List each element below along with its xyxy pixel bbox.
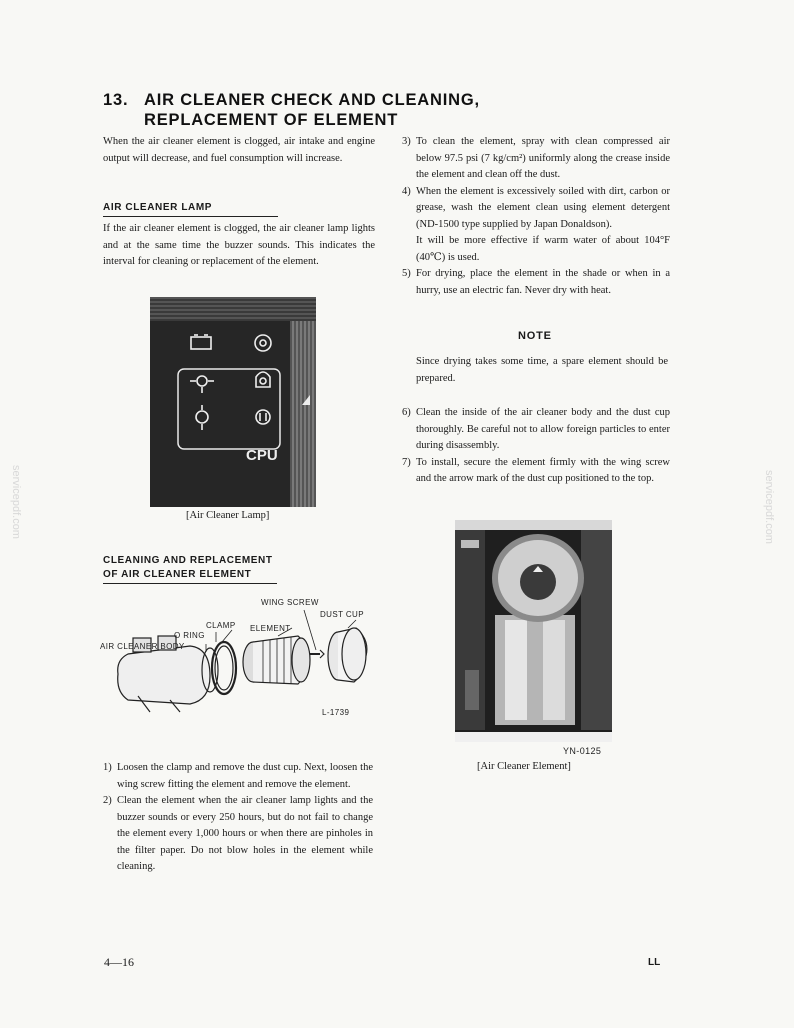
step-text: To install, secure the element firmly with the wing screw and the arrow mark of the dust cup positioned to the top. xyxy=(416,456,670,484)
coolant-icon xyxy=(190,376,214,393)
step-extra-text: It will be more effective if warm water of about 104°F (40℃) is used. xyxy=(416,235,670,263)
step-number: 1) xyxy=(103,762,112,773)
note-text: Since drying takes some time, a spare element should be prepared. xyxy=(416,356,668,384)
step-text: Clean the element when the air cleaner lamp lights and the buzzer sounds or every 250 hours, but do not fail to change the element every 1,000 hours or when there are pinholes in the filter paper. Do not blow holes in the element while cleaning. xyxy=(117,795,373,872)
label-figure-id: L-1739 xyxy=(322,708,350,717)
step-text: Loosen the clamp and remove the dust cup. Next, loosen the wing screw fitting the element and remove the element. xyxy=(117,762,373,790)
air-cleaner-element-photo xyxy=(455,520,612,742)
section-number: 13. xyxy=(103,91,129,109)
steps-list-right-a xyxy=(402,134,670,299)
step-item xyxy=(402,184,670,267)
lamp-panel-svg xyxy=(150,297,316,507)
lamp-caption: [Air Cleaner Lamp] xyxy=(186,510,270,521)
photo-figure-id: YN-0125 xyxy=(563,746,602,756)
step-item xyxy=(402,455,670,488)
panel-arrow-icon xyxy=(302,395,310,405)
label-dust-cup: DUST CUP xyxy=(320,610,364,619)
step-item xyxy=(402,266,670,299)
battery-icon xyxy=(191,335,211,349)
label-o-ring: O RING xyxy=(174,631,205,640)
watermark-left: servicepdf.com xyxy=(10,465,22,539)
step-item xyxy=(103,793,373,876)
intro-paragraph: When the air cleaner element is clogged, air intake and engine output will decrease, and fuel consumption will increase. xyxy=(103,136,375,164)
replacement-heading-line1: CLEANING AND REPLACEMENT xyxy=(103,555,273,566)
replacement-heading xyxy=(103,554,277,584)
label-air-cleaner-body: AIR CLEANER BODY xyxy=(100,642,185,651)
step-number: 2) xyxy=(103,795,112,806)
lamp-paragraph: If the air cleaner element is clogged, the air cleaner lamp lights and at the same time the buzzer sounds. This indicates the interval for cleaning or replacement of the element. xyxy=(103,223,375,267)
step-item xyxy=(402,405,670,455)
step-number: 7) xyxy=(402,456,411,468)
section-title-line1: AIR CLEANER CHECK AND CLEANING, xyxy=(144,91,480,109)
footer-code: LL xyxy=(648,957,661,968)
section-title-line2: REPLACEMENT OF ELEMENT xyxy=(144,111,399,129)
fuel-filter-icon xyxy=(196,405,208,430)
steps-list-left xyxy=(103,760,373,876)
step-text: When the element is excessively soiled with dirt, carbon or grease, wash the element clean using element detergent (ND-1500 type supplied by Japan Donaldson). xyxy=(416,185,670,230)
lamp-heading-text: AIR CLEANER LAMP xyxy=(103,201,278,217)
step-text: To clean the element, spray with clean compressed air below 97.5 psi (7 kg/cm²) uniformly along the crease inside the element and clean off the dust. xyxy=(416,136,670,180)
label-element: ELEMENT xyxy=(250,624,291,633)
label-wing-screw: WING SCREW xyxy=(261,598,319,607)
step-number: 6) xyxy=(402,407,411,418)
step-item xyxy=(103,760,373,793)
element-photo-svg xyxy=(455,520,612,742)
element-caption: [Air Cleaner Element] xyxy=(477,761,571,772)
step-number: 4) xyxy=(402,185,411,197)
oil-gauge-icon xyxy=(255,335,271,351)
air-cleaner-lamp-photo xyxy=(150,297,316,507)
air-cleaner-icon xyxy=(256,372,270,387)
page-number: 4—16 xyxy=(104,955,134,969)
step-number: 5) xyxy=(402,268,411,279)
note-heading: NOTE xyxy=(518,330,552,342)
step-number: 3) xyxy=(402,136,411,147)
glow-plug-icon xyxy=(256,410,270,424)
step-text: For drying, place the element in the shade or when in a hurry, use an electric fan. Never dry with heat. xyxy=(416,268,670,296)
label-clamp: CLAMP xyxy=(206,621,236,630)
lamp-heading xyxy=(103,201,278,217)
exploded-diagram xyxy=(98,596,388,722)
watermark-right: servicepdf.com xyxy=(763,470,775,544)
step-item xyxy=(402,134,670,184)
step-text: Clean the inside of the air cleaner body and the dust cup thoroughly. Be careful not to allow foreign particles to enter during disassembly. xyxy=(416,407,670,451)
replacement-heading-line2: OF AIR CLEANER ELEMENT xyxy=(103,568,277,584)
steps-list-right-b xyxy=(402,405,670,488)
section-title xyxy=(103,90,480,130)
cpu-label: CPU xyxy=(246,447,278,464)
